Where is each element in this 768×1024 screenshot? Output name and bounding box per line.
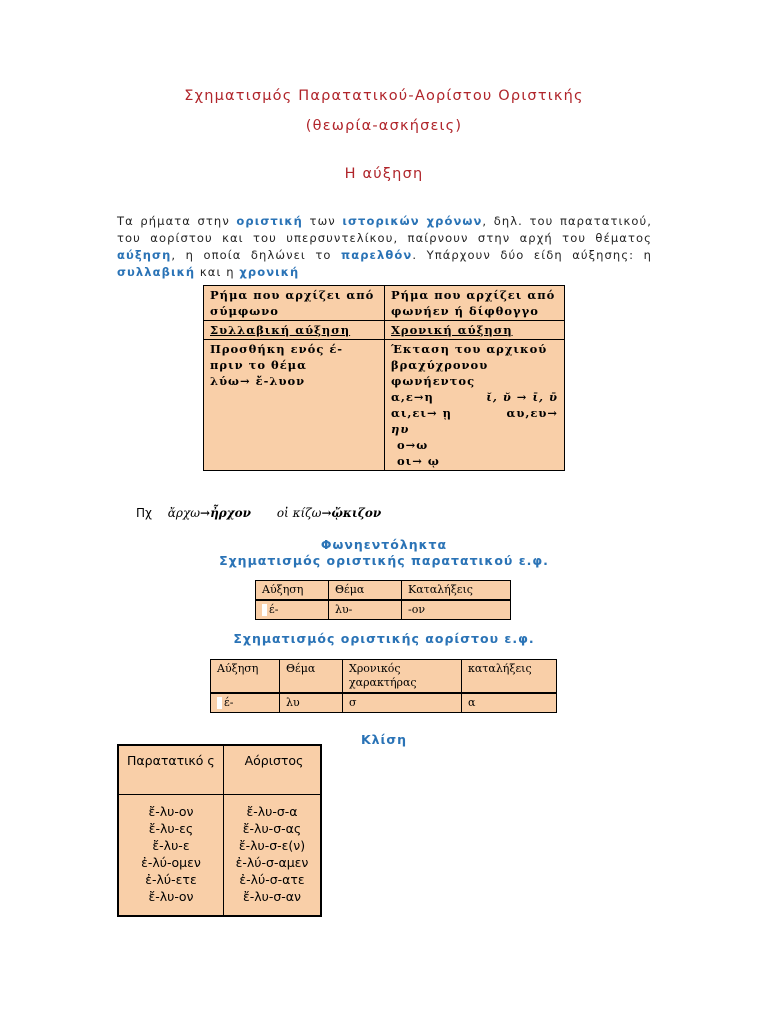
aorist-heading: Σχηματισμός οριστικής αορίστου ε.φ. [233,631,535,646]
aorist-forms [224,795,322,917]
intro-paragraph [117,213,652,281]
rule-item: ο→ω [397,438,429,452]
verb-form: ἐ-λύ-ετε [145,872,197,887]
example-word: →ᾤκιζον [321,506,382,520]
keyword: οριστική [236,214,303,228]
temporal-rule-row [391,389,558,405]
example-word: ἄρχω [167,506,201,520]
rule-item: αυ,ευ→ [506,406,558,420]
verb-form: ἔ-λυ-σ-ας [242,821,302,836]
conjugation-table [117,744,322,917]
table-header: Χρονικός χαρακτήρας [343,660,462,694]
intro-text: . Υπάρχουν δύο είδη αύξησης: η [412,248,652,262]
example-label: Πχ [136,506,152,520]
rule-item: α,ε→η [391,390,434,404]
intro-text: , δηλ. του παρατατικού, του αορίστου και του υπερσυντελίκου, παίρνουν στην αρχή του θέματος [117,214,652,245]
verb-form: ἔ-λυ-ες [148,821,194,836]
verb-form: ἔ-λυ-σ-α [246,804,298,819]
rule-item: οι→ ῳ [397,454,440,468]
syllabic-rule-example: λύω→ ἔ-λυον [210,374,306,388]
verb-form: ἔ-λυ-σ-αν [242,889,302,904]
conjugation-header-aorist: Αόριστος [224,745,322,795]
table-cell: α [462,693,557,713]
imperfect-forms [118,795,224,917]
syllabic-augment-label: Συλλαβική αύξηση [210,323,351,337]
section-heading: Η αύξηση [344,166,424,182]
imperfect-heading: Σχηματισμός οριστικής παρατατικού ε.φ. [219,553,549,568]
syllabic-rule-text: Προσθήκη ενός έ- πριν το θέμα [210,342,344,372]
example-word: →ἦρχον [200,506,251,520]
intro-text: των [302,214,343,228]
imperfect-table [255,580,511,620]
keyword: συλλαβική [117,265,196,279]
verb-form: ἔ-λυ-ον [148,889,194,904]
rule-item: ῐ, ῠ → ῑ, ῡ [486,390,558,404]
vowel-stem-heading: Φωνηεντόληκτα [320,537,448,552]
table-cell: -ον [402,600,511,620]
rules-header-right: Ρήμα που αρχίζει από φωνήεν ή δίφθογγο [385,286,565,321]
table-header: Αύξηση [256,581,329,601]
table-header: καταλήξεις [462,660,557,694]
conjugation-heading: Κλίση [360,732,408,747]
table-cell: λυ- [329,600,402,620]
temporal-rule-text: Έκταση του αρχικού βραχύχρονου φωνήεντος [391,342,548,388]
keyword: αύξηση [117,248,172,262]
intro-text: και η [195,265,240,279]
keyword: ιστορικών χρόνων [342,214,483,228]
verb-form: ἔ-λυ-ον [148,804,194,819]
keyword: χρονική [239,265,300,279]
intro-text: Τα ρήματα στην [117,214,237,228]
keyword: παρελθόν [341,248,413,262]
table-header: Θέμα [280,660,343,694]
cell-text: έ- [224,696,234,709]
table-cell [211,693,280,713]
page-subtitle: (θεωρία-ασκήσεις) [305,118,463,134]
rules-header-left: Ρήμα που αρχίζει από σύμφωνο [204,286,385,321]
verb-form: ἔ-λυ-σ-ε(ν) [238,838,306,853]
example-word: οἰ κίζω [276,506,322,520]
cell-text: έ- [269,603,279,616]
verb-form: ἐ-λύ-σ-ατε [239,872,305,887]
table-cell [256,600,329,620]
table-header: Αύξηση [211,660,280,694]
table-header: Καταλήξεις [402,581,511,601]
example-line [136,506,381,520]
table-cell: σ [343,693,462,713]
aorist-table [210,659,557,713]
verb-form: ἐ-λύ-σ-αμεν [235,855,309,870]
temporal-augment-label: Χρονική αύξηση [391,323,513,337]
verb-form: ἔ-λυ-ε [152,838,190,853]
augment-rules-table [203,285,565,471]
temporal-rule-row [391,405,558,421]
page-title: Σχηματισμός Παρατατικού-Αορίστου Οριστικής [184,88,584,104]
rule-item: ηυ [391,422,410,436]
verb-form: ἐ-λύ-ομεν [141,855,201,870]
rule-item: αι,ει→ ῃ [391,406,452,420]
conjugation-header-imperfect: Παρατατικό ς [118,745,224,795]
table-header: Θέμα [329,581,402,601]
intro-text: , η οποία δηλώνει το [171,248,341,262]
table-cell: λυ [280,693,343,713]
